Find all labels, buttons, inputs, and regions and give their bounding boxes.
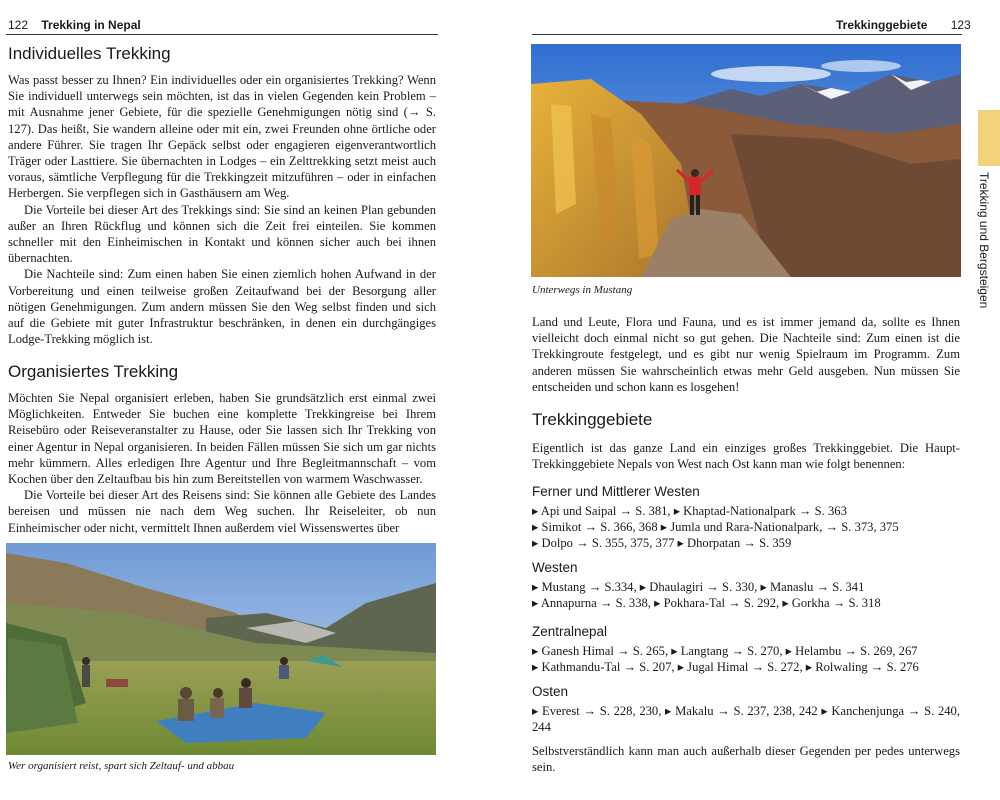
paragraph: Die Nachteile sind: Zum einen haben Sie einen ziemlich hohen Aufwand in der Vorbereitung und einen teilweise großen Zeitaufwand bei der Besorgung aller nötigen Genehmigungen. Zum andern müssen Sie den Weg selbst finden und sich auf die Gebiete mit guter Infrastruktur beschränken, in denen ein durchgängiges Lodge-Trekking möglich ist. bbox=[8, 267, 436, 347]
heading-individuelles-trekking: Individuelles Trekking bbox=[8, 44, 171, 63]
paragraph: Eigentlich ist das ganze Land ein einziges großes Trekkinggebiet. Die Haupt-Trekkinggebiete Nepals von West nach Ost kann man wie folgt benennen: bbox=[532, 441, 960, 472]
side-tab-label-container bbox=[975, 172, 995, 332]
mustang-photo-illustration bbox=[531, 44, 961, 277]
camp-photo-caption: Wer organisiert reist, spart sich Zeltauf- und abbau bbox=[8, 760, 235, 772]
paragraph: Die Vorteile bei dieser Art des Reisens sind: Sie können alle Gebiete des Landes bereisen und müssen nie nach dem Weg suchen. Ihr Reiseleiter, ob nun Einheimischer oder nicht, vermittelt Ihnen außerdem viel Wissenswertes über bbox=[8, 488, 436, 535]
paragraph: Die Vorteile bei dieser Art des Trekkings sind: Sie sind an keinen Plan gebunden außer an Ihren Rückflug und können sich die Zeit frei einteilen. Sie kommen schneller mit den Einheimischen in Kontakt und können sicher auch bei ihnen übernachten. bbox=[8, 202, 436, 266]
paragraph: Land und Leute, Flora und Fauna, und es ist immer jemand da, sollte es Ihnen vielleicht doch einmal nicht so gut gehen. Die Nachteile sind: Zum einen ist die Trekkingroute festgelegt, und es gibt nur wenig Spielraum im Programm. Zum anderen müssen Sie wahrscheinlich etwas mehr Geld ausgeben. Nun müssen Sie entscheiden und schon kann es losgehen! bbox=[532, 315, 960, 394]
region-title: Osten bbox=[532, 684, 569, 699]
mustang-photo bbox=[531, 44, 961, 277]
trekkinggebiete-intro bbox=[532, 440, 960, 472]
right-running-title: Trekkinggebiete bbox=[836, 18, 928, 32]
region-title: Zentralnepal bbox=[532, 624, 608, 639]
trekkinggebiete-outro bbox=[532, 743, 960, 775]
list-item: ▸ Ganesh Himal → S. 265, ▸ Langtang → S. 270, ▸ Helambu → S. 269, 267 bbox=[532, 644, 918, 658]
region-list-osten bbox=[532, 703, 960, 735]
paragraph: Möchten Sie Nepal organisiert erleben, haben Sie grundsätzlich erst einmal zwei Möglichkeiten. Entweder Sie buchen eine komplette Trekkingreise bei Ihrem Reisebüro oder Reiseveranstalter zu Hause, oder Sie lassen sich Ihr Trekking von einer Agentur in Nepal organisieren. In beiden Fällen müssen Sie sich um gar nichts mehr kümmern. Alles erledigen Ihre Agentur und Ihre Begleitmannschaft – vom Kochen über den Zeltaufbau bis hin zum Bereitstellen von warmem Waschwasser. bbox=[8, 391, 436, 487]
chapter-tab bbox=[978, 110, 1000, 166]
paragraph: Was passt besser zu Ihnen? Ein individuelles oder ein organisiertes Trekking? Wenn Sie individuell unterwegs sein möchten, ist das in vielen Gegenden kein Problem – mit Ausnahme jener Gebiete, für die spezielle Genehmigungen nötig sind (→ S. 127). Das heißt, Sie wandern alleine oder mit ein, zwei Freunden ohne örtliche oder andere Führer. Sie tragen Ihr Gepäck selbst oder engagieren eigenverantwortlich Träger oder Lasttiere. Sie übernachten in Lodges – ein Zelttrekking setzt meist auch voraus, sämtliche Verpflegung für die Trekkingzeit mitzuführen – oder in einfachen Herbergen. Sie verpflegen sich in Gasthäusern am Weg. bbox=[8, 73, 436, 201]
list-item: ▸ Mustang → S.334, ▸ Dhaulagiri → S. 330, ▸ Manaslu → S. 341 bbox=[532, 580, 865, 594]
list-item: ▸ Simikot → S. 366, 368 ▸ Jumla und Rara-Nationalpark, → S. 373, 375 bbox=[532, 520, 899, 534]
heading-trekkinggebiete: Trekkinggebiete bbox=[532, 410, 653, 429]
left-header-rule bbox=[6, 34, 438, 35]
left-page-number: 122 bbox=[8, 18, 29, 32]
region-list-ferner-westen bbox=[532, 503, 964, 551]
region-title: Westen bbox=[532, 560, 578, 575]
region-list-westen bbox=[532, 579, 964, 611]
organisiertes-body bbox=[8, 390, 436, 536]
paragraph: Selbstverständlich kann man auch außerhalb dieser Gegenden per pedes unterwegs sein. bbox=[532, 744, 960, 775]
right-page-number: 123 bbox=[950, 18, 971, 32]
list-item: ▸ Kathmandu-Tal → S. 207, ▸ Jugal Himal → S. 272, ▸ Rolwaling → S. 276 bbox=[532, 660, 919, 674]
region-title: Ferner und Mittlerer Westen bbox=[532, 484, 700, 499]
region-list-zentralnepal bbox=[532, 643, 964, 675]
list-item: ▸ Annapurna → S. 338, ▸ Pokhara-Tal → S. 292, ▸ Gorkha → S. 318 bbox=[532, 596, 881, 610]
mustang-photo-caption: Unterwegs in Mustang bbox=[532, 284, 633, 296]
side-tab-label: Trekking und Bergsteigen bbox=[977, 172, 991, 309]
list-item: ▸ Api und Saipal → S. 381, ▸ Khaptad-Nationalpark → S. 363 bbox=[532, 504, 847, 518]
continued-paragraph bbox=[532, 314, 960, 395]
list-item: ▸ Dolpo → S. 355, 375, 377 ▸ Dhorpatan → S. 359 bbox=[532, 536, 792, 550]
left-page bbox=[0, 0, 470, 800]
camp-photo-illustration bbox=[6, 543, 436, 755]
right-header-rule bbox=[532, 34, 962, 35]
camp-photo bbox=[6, 543, 436, 755]
heading-organisiertes-trekking: Organisiertes Trekking bbox=[8, 362, 179, 381]
list-item: ▸ Everest → S. 228, 230, ▸ Makalu → S. 237, 238, 242 ▸ Kanchenjunga → S. 240, 244 bbox=[532, 704, 960, 734]
individuelles-body bbox=[8, 72, 436, 347]
right-page bbox=[500, 0, 1000, 800]
left-running-title: Trekking in Nepal bbox=[41, 18, 141, 32]
